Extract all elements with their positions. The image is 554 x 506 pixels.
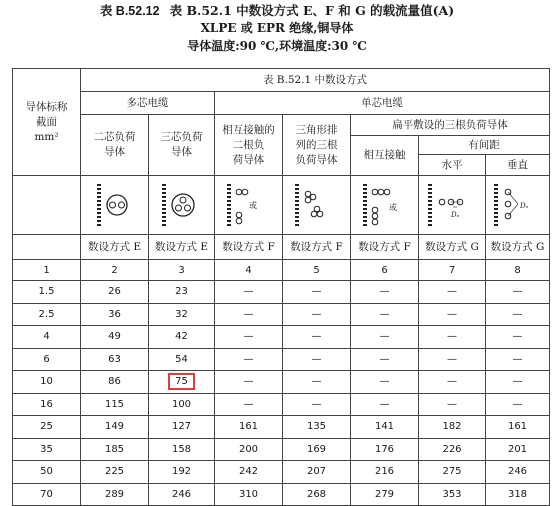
ampacity-cell: 161 [215, 416, 283, 439]
ampacity-cell: — [283, 326, 351, 349]
ampacity-cell: — [215, 326, 283, 349]
ampacity-cell: — [486, 371, 550, 394]
cross-section-cell: 50 [13, 461, 81, 484]
single-core-group: 单芯电缆 [215, 92, 550, 115]
table-row [13, 416, 550, 439]
ampacity-cell: — [351, 326, 419, 349]
col-number: 8 [486, 260, 550, 281]
ampacity-cell: 275 [419, 461, 486, 484]
ampacity-cell: — [419, 303, 486, 326]
method-cell: 数设方式 F [283, 235, 351, 260]
col-number: 1 [13, 260, 81, 281]
head-line: 负荷导体 [295, 153, 338, 166]
ampacity-cell: — [419, 371, 486, 394]
ampacity-cell: 161 [486, 416, 550, 439]
ampacity-cell: 26 [81, 281, 149, 304]
ampacity-cell: 246 [149, 483, 215, 506]
table-row [13, 348, 550, 371]
ampacity-cell: — [351, 393, 419, 416]
head-line: 导体 [104, 146, 125, 158]
ampacity-cell: — [283, 371, 351, 394]
ampacity-cell: 246 [486, 461, 550, 484]
table-row [13, 281, 550, 304]
ampacity-cell: 216 [351, 461, 419, 484]
or-label: 或 [388, 203, 397, 212]
ampacity-cell: 353 [419, 483, 486, 506]
two-core-cable-diagram [81, 176, 149, 235]
col-head-4 [215, 115, 283, 176]
ampacity-cell: 200 [215, 438, 283, 461]
ampacity-cell: 23 [149, 281, 215, 304]
table-row [13, 393, 550, 416]
head-line: 三角形排 [295, 123, 338, 136]
ampacity-cell: — [351, 371, 419, 394]
table-row [13, 371, 550, 394]
table-number: 表 B.52.12 [99, 4, 160, 18]
ampacity-cell: — [215, 371, 283, 394]
ampacity-cell [149, 371, 215, 394]
three-core-cable-diagram [149, 176, 215, 235]
ampacity-cell: 141 [351, 416, 419, 439]
table-row [13, 483, 550, 506]
ampacity-cell: 127 [149, 416, 215, 439]
ampacity-cell: — [351, 303, 419, 326]
col-number: 7 [419, 260, 486, 281]
ampacity-cell: 100 [149, 393, 215, 416]
ampacity-cell: 182 [419, 416, 486, 439]
title-block [0, 2, 554, 55]
ampacity-cell: — [351, 281, 419, 304]
flat-group: 扁平敷设的三根负荷导体 [351, 115, 550, 136]
vertical-spaced-diagram [486, 176, 550, 235]
de-label: Dₑ [519, 202, 528, 210]
col-number: 3 [149, 260, 215, 281]
ampacity-cell: — [215, 348, 283, 371]
ampacity-cell: 36 [81, 303, 149, 326]
method-blank [13, 235, 81, 260]
ampacity-cell: — [215, 281, 283, 304]
col-head-7: 水平 [419, 155, 486, 176]
ampacity-cell: — [486, 348, 550, 371]
ampacity-cell: 289 [81, 483, 149, 506]
ampacity-cell: 115 [81, 393, 149, 416]
head-line: 导体 [171, 146, 192, 158]
header-line: mm² [34, 130, 59, 143]
ampacity-cell: 226 [419, 438, 486, 461]
ampacity-cell: — [486, 281, 550, 304]
method-cell: 数设方式 E [149, 235, 215, 260]
ampacity-cell: 86 [81, 371, 149, 394]
ampacity-cell: — [486, 326, 550, 349]
col-head-2 [81, 115, 149, 176]
pic-blank [13, 176, 81, 235]
table-title-text: 表 B.52.1 中数设方式 E、F 和 G 的载流量值(A) [169, 3, 455, 18]
ampacity-cell: 54 [149, 348, 215, 371]
two-touching-diagram [215, 176, 283, 235]
ampacity-cell: — [283, 281, 351, 304]
trefoil-diagram [283, 176, 351, 235]
ampacity-cell: — [419, 348, 486, 371]
ampacity-cell: 158 [149, 438, 215, 461]
ampacity-cell: 192 [149, 461, 215, 484]
ampacity-cell: 279 [351, 483, 419, 506]
ampacity-cell: — [419, 393, 486, 416]
cross-section-cell: 2.5 [13, 303, 81, 326]
ampacity-cell: 149 [81, 416, 149, 439]
ampacity-cell: 318 [486, 483, 550, 506]
ampacity-cell: 176 [351, 438, 419, 461]
head-line: 相互接触的 [222, 123, 275, 136]
or-label: 或 [248, 201, 257, 210]
head-line: 荷导体 [232, 153, 265, 166]
ampacity-cell: — [419, 281, 486, 304]
cross-section-cell: 10 [13, 371, 81, 394]
method-cell: 数设方式 F [215, 235, 283, 260]
header-line: 截面 [36, 115, 57, 128]
col-number: 6 [351, 260, 419, 281]
col-number: 4 [215, 260, 283, 281]
ampacity-cell: — [486, 303, 550, 326]
cross-section-cell: 25 [13, 416, 81, 439]
ampacity-cell: 49 [81, 326, 149, 349]
method-cell: 数设方式 E [81, 235, 149, 260]
conductor-size-header [13, 69, 81, 176]
cross-section-cell: 1.5 [13, 281, 81, 304]
cross-section-cell: 35 [13, 438, 81, 461]
head-line: 列的三根 [295, 138, 338, 151]
ampacity-cell: — [215, 393, 283, 416]
col-head-5 [283, 115, 351, 176]
ampacity-cell: — [283, 393, 351, 416]
ampacity-cell: 242 [215, 461, 283, 484]
table-row [13, 326, 550, 349]
head-line: 二芯负荷 [93, 131, 136, 143]
ampacity-cell: 268 [283, 483, 351, 506]
table-title [0, 2, 554, 20]
ampacity-cell: 207 [283, 461, 351, 484]
ampacity-cell: 185 [81, 438, 149, 461]
col-number: 2 [81, 260, 149, 281]
ampacity-cell: 310 [215, 483, 283, 506]
spaced-group: 有间距 [419, 136, 550, 155]
method-cell: 数设方式 F [351, 235, 419, 260]
method-cell: 数设方式 G [486, 235, 550, 260]
ampacity-cell: — [351, 348, 419, 371]
cross-section-cell: 6 [13, 348, 81, 371]
ampacity-table [12, 68, 550, 506]
head-line: 三芯负荷 [160, 131, 203, 143]
ampacity-cell: 63 [81, 348, 149, 371]
ampacity-cell: 135 [283, 416, 351, 439]
table-subtitle: XLPE 或 EPR 绝缘,铜导体 [200, 21, 354, 35]
de-label: Dₑ [451, 211, 460, 219]
ampacity-cell: — [283, 303, 351, 326]
ampacity-cell: 201 [486, 438, 550, 461]
table-row [13, 438, 550, 461]
cross-section-cell: 70 [13, 483, 81, 506]
flat-touching-diagram [351, 176, 419, 235]
cross-section-cell: 16 [13, 393, 81, 416]
ampacity-cell: — [419, 326, 486, 349]
method-cell: 数设方式 G [419, 235, 486, 260]
col-head-6: 相互接触 [351, 136, 419, 176]
head-line: 二根负 [232, 138, 265, 151]
ampacity-cell: — [215, 303, 283, 326]
highlighted-value: 75 [168, 373, 195, 390]
header-line: 导体标称 [25, 100, 68, 113]
ampacity-cell: 32 [149, 303, 215, 326]
cross-section-cell: 4 [13, 326, 81, 349]
temperature-note: 导体温度:90 ℃,环境温度:30 ℃ [187, 39, 367, 53]
col-number: 5 [283, 260, 351, 281]
horizontal-spaced-diagram [419, 176, 486, 235]
method-caption: 表 B.52.1 中数设方式 [81, 69, 550, 92]
data-rows [13, 281, 550, 506]
multi-core-group: 多芯电缆 [81, 92, 215, 115]
ampacity-cell: 225 [81, 461, 149, 484]
table-row [13, 303, 550, 326]
col-head-8: 垂直 [486, 155, 550, 176]
table-row [13, 461, 550, 484]
ampacity-cell: 169 [283, 438, 351, 461]
ampacity-cell: — [486, 393, 550, 416]
ampacity-cell: — [283, 348, 351, 371]
col-head-3 [149, 115, 215, 176]
ampacity-cell: 42 [149, 326, 215, 349]
